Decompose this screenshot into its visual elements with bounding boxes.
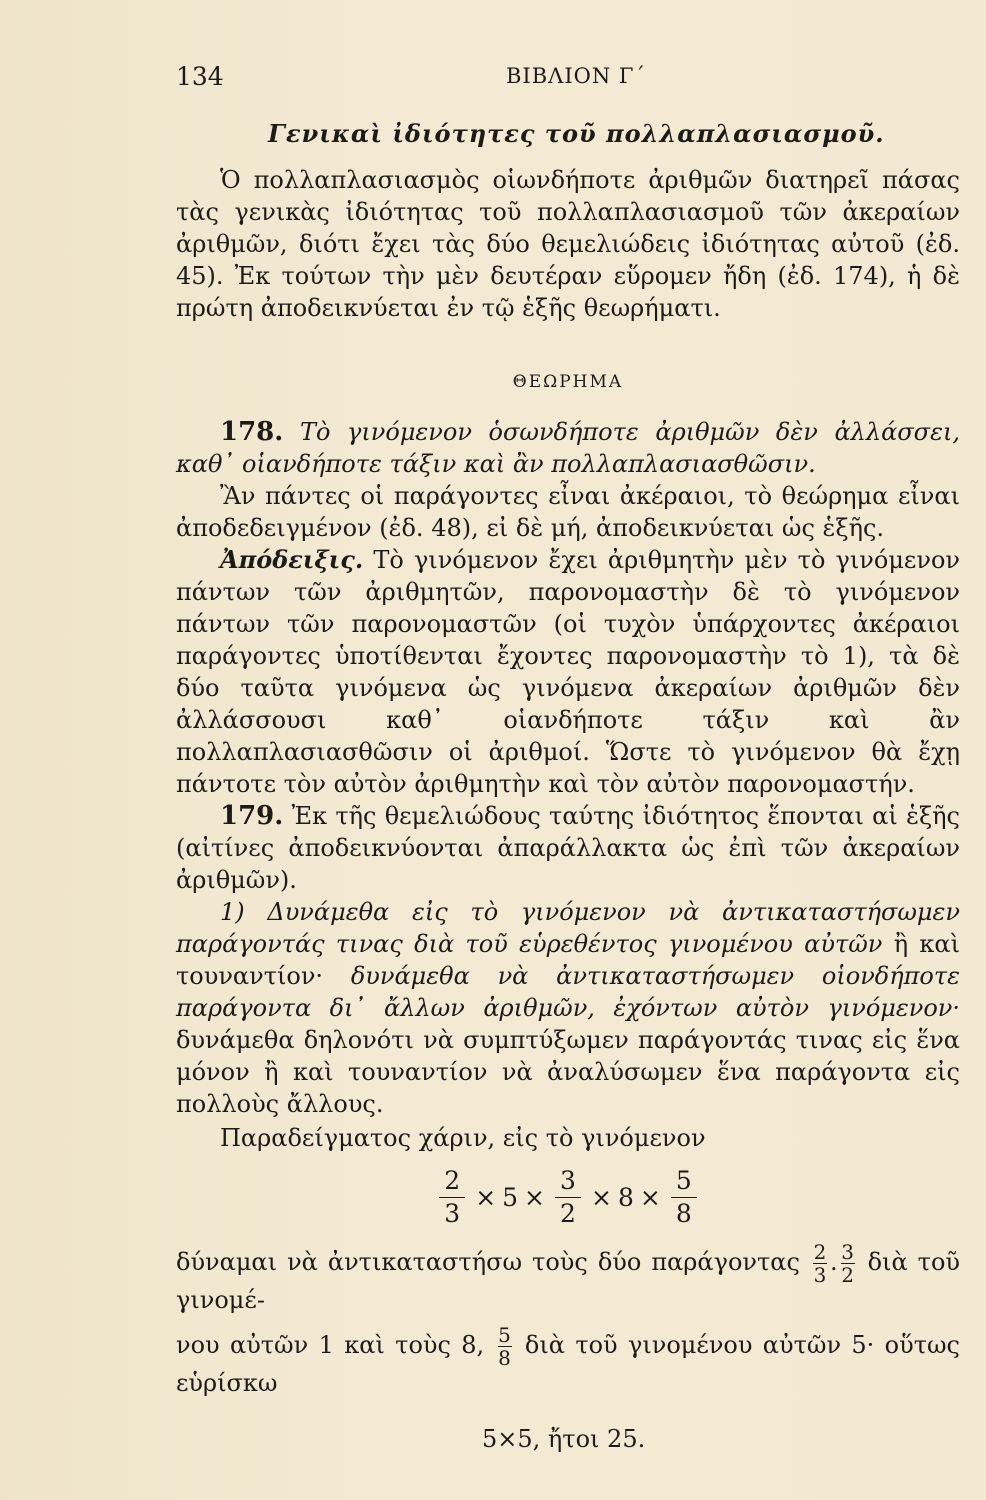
- running-head: ΒΙΒΛΙΟΝ Γ΄: [506, 64, 646, 88]
- denominator: 8: [675, 1199, 692, 1228]
- theorem-178: [176, 416, 960, 480]
- numerator: 2: [444, 1166, 461, 1195]
- result-line: 5×5, ἤτοι 25.: [482, 1425, 646, 1453]
- fraction-bar: [671, 1197, 697, 1198]
- proof-label: Ἀπόδειξις.: [220, 545, 364, 574]
- line-b-after: διὰ τοῦ γινομένου αὐτῶν 5· οὕτως εὑρίσκω: [176, 1331, 960, 1397]
- fraction-3-2-inline: [841, 1240, 855, 1287]
- fraction-2-3-inline: [813, 1240, 827, 1287]
- numerator: 5: [675, 1166, 692, 1195]
- denominator: 2: [841, 1263, 854, 1287]
- numerator: 3: [841, 1240, 854, 1264]
- page-number: 134: [176, 62, 224, 91]
- line-a-after: διὰ τοῦ γινομέ-: [176, 1248, 960, 1314]
- fraction-3-2: [555, 1168, 581, 1227]
- fraction-bar: [555, 1197, 581, 1198]
- times-sign: ×: [475, 1182, 497, 1212]
- property-1-italic-b: δυνάμεθα νὰ ἀντικαταστήσωμεν οἱονδήποτε παράγοντα δι᾽ ἄλλων ἀριθμῶν, ἐχόντων αὐτὸν γινόμενον·: [176, 962, 961, 1022]
- section-heading: Γενικαὶ ἰδιότητες τοῦ πολλαπλασιασμοῦ.: [268, 119, 885, 148]
- property-1-marker: 1): [220, 898, 245, 926]
- product-formula: [176, 1168, 960, 1227]
- times-sign: ×: [639, 1182, 661, 1212]
- fraction-5-8: [671, 1168, 697, 1227]
- times-sign: ×: [524, 1182, 545, 1212]
- note-paragraph: Ἂν πάντες οἱ παράγοντες εἶναι ἀκέραιοι, τὸ θεώρημα εἶναι ἀποδεδειγμένον (ἐδ. 48), εἰ δὲ μή, ἀποδεικνύεται ὡς ἑξῆς.: [176, 482, 960, 542]
- line-b: [176, 1323, 960, 1399]
- property-1: [176, 896, 960, 1120]
- denominator: 3: [813, 1263, 827, 1287]
- numerator: 3: [560, 1166, 576, 1195]
- intro-paragraph: Ὁ πολλαπλασιασμὸς οἱωνδήποτε ἀριθμῶν διατηρεῖ πάσας τὰς γενικὰς ἰδιότητας τοῦ πολλαπλασιασμοῦ τῶν ἀκεραίων ἀριθμῶν, διότι ἔχει τὰς δύο θεμελιώδεις ἰδιότητας αὐτοῦ (ἐδ. 45). Ἐκ τούτων τὴν μὲν δευτέραν εὕρομεν ἤδη (ἐδ. 174), ἡ δὲ πρώτη ἀποδεικνύεται ἐν τῷ ἑξῆς θεωρήματι.: [176, 166, 960, 322]
- page-header: [176, 62, 956, 102]
- denominator: 2: [560, 1199, 576, 1228]
- proof-text: Τὸ γινόμενον ἔχει ἀριθμητὴν μὲν τὸ γινόμενον πάντων τῶν ἀριθμητῶν, παρονομαστὴν δὲ τὸ γινόμενον πάντων τῶν παρονομαστῶν (οἱ τυχὸν ὑπάρχοντες ἀκέραιοι παράγοντες ὑποτίθενται ἔχοντες παρονομαστὴν τὸ 1), τὰ δὲ δύο ταῦτα γινόμενα ὡς γινόμενα ἀκεραίων ἀριθμῶν δὲν ἀλλάσσουσι καθ᾽ οἱανδήποτε τάξιν καὶ ἂν πολλαπλασιασθῶσιν οἱ ἀριθμοί. Ὥστε τὸ γινόμενον θὰ ἔχῃ πάντοτε τὸν αὐτὸν ἀριθμητὴν καὶ τὸν αὐτὸν παρονομαστήν.: [176, 546, 960, 798]
- line-a: [176, 1240, 960, 1316]
- example-intro: Παραδείγματος χάριν, εἰς τὸ γινόμενον: [220, 1124, 706, 1152]
- integer-5: 5: [502, 1182, 519, 1212]
- proof-paragraph: [176, 544, 960, 800]
- property-1-italic-a: Δυνάμεθα εἰς τὸ γινόμενον νὰ ἀντικαταστήσωμεν παράγοντάς τινας διὰ τοῦ εὑρεθέντος γινομένου αὐτῶν: [176, 898, 960, 958]
- theorem-statement: Τὸ γινόμενον ὁσωνδήποτε ἀριθμῶν δὲν ἀλλάσσει, καθ᾽ οἱανδήποτε τάξιν καὶ ἂν πολλαπλασιασθῶσιν.: [176, 418, 960, 478]
- line-a-before: δύναμαι νὰ ἀντικαταστήσω τοὺς δύο παράγοντας: [176, 1248, 810, 1276]
- fraction-separator: .: [829, 1248, 838, 1276]
- page-body: [176, 118, 960, 1455]
- times-sign: ×: [591, 1182, 612, 1212]
- numerator: 5: [498, 1323, 511, 1347]
- property-1-plain-b: δυνάμεθα δηλονότι νὰ συμπτύξωμεν παράγοντάς τινας εἰς ἕνα μόνον ἢ καὶ τουναντίον νὰ ἀναλύσωμεν ἕνα παράγοντα εἰς πολλοὺς ἄλλους.: [176, 1026, 960, 1118]
- article-number-179: 179.: [220, 801, 284, 831]
- line-b-before: νου αὐτῶν 1 καὶ τοὺς 8,: [176, 1331, 495, 1359]
- numerator: 2: [813, 1240, 827, 1264]
- integer-8: 8: [617, 1182, 634, 1212]
- fraction-bar: [439, 1197, 465, 1198]
- article-179: [176, 800, 960, 896]
- article-179-text: Ἐκ τῆς θεμελιώδους ταύτης ἰδιότητος ἕπονται αἱ ἑξῆς (αἰτίνες ἀποδεικνύονται ἀπαράλλακτα ὡς ἐπὶ τῶν ἀκεραίων ἀριθμῶν).: [176, 802, 960, 894]
- denominator: 8: [498, 1346, 511, 1370]
- fraction-2-3: [439, 1168, 465, 1227]
- theorem-label: ΘΕΩΡΗΜΑ: [512, 372, 624, 392]
- fraction-5-8-inline: [498, 1323, 512, 1370]
- denominator: 3: [444, 1199, 461, 1228]
- article-number-178: 178.: [220, 417, 284, 447]
- property-1-plain-a: ἢ καὶ τουναντίον·: [176, 930, 960, 990]
